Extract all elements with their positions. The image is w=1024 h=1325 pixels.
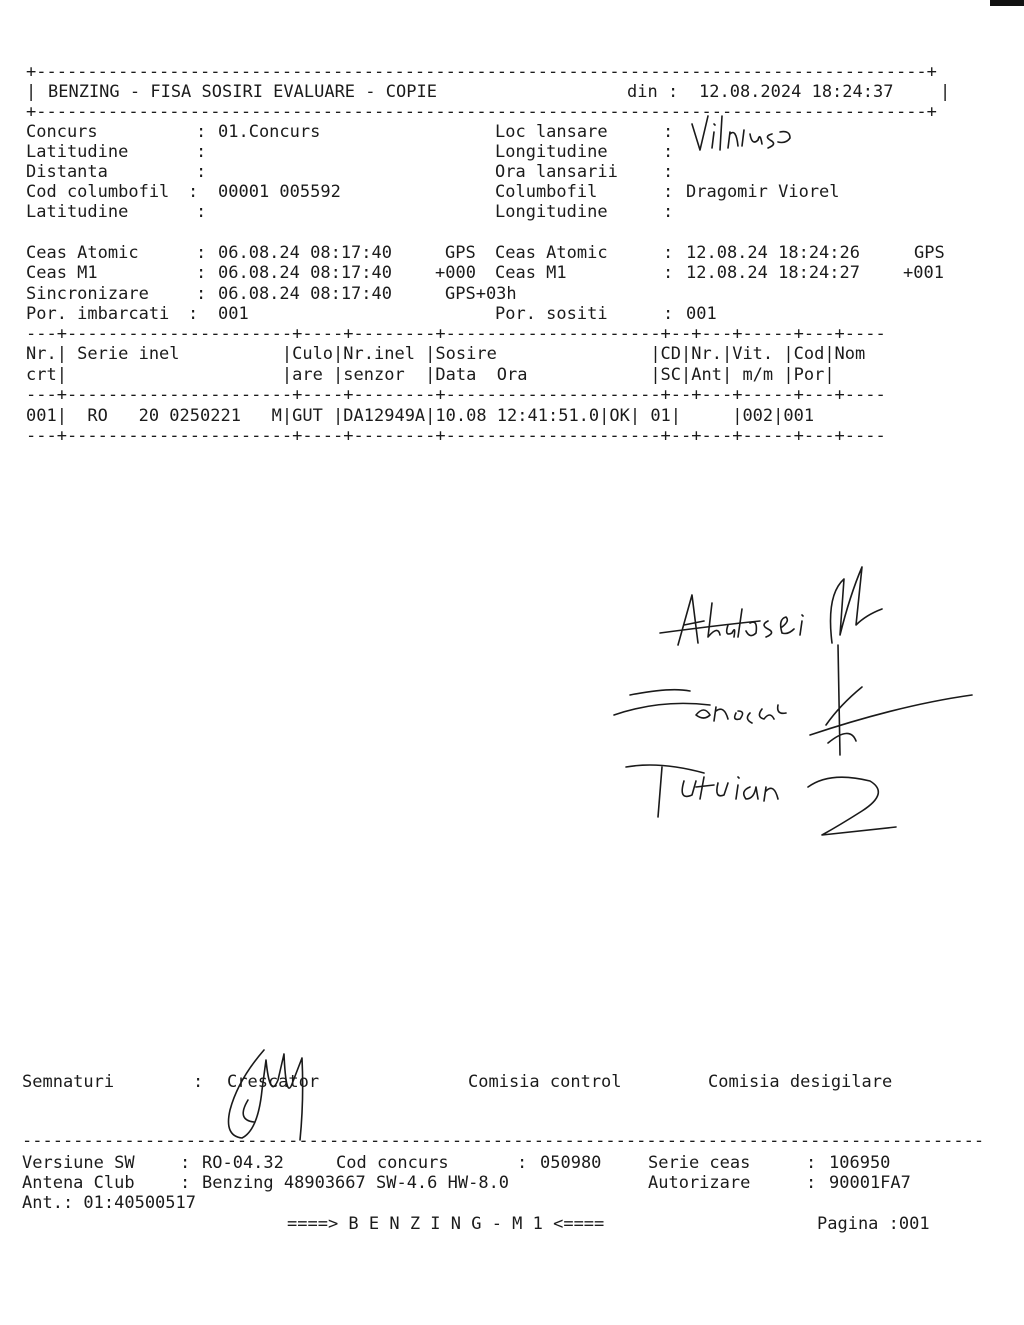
label-ceas-m1: Ceas M1 <box>26 263 98 283</box>
label-latitudine: Latitudine <box>26 142 129 162</box>
colon: : <box>663 142 674 162</box>
label-concurs: Concurs <box>26 122 98 142</box>
suffix-ceas-atomic-right: GPS <box>914 243 945 263</box>
label-versiune-sw: Versiune SW <box>22 1153 135 1173</box>
label-antena-club: Antena Club <box>22 1173 135 1193</box>
commission-signatures <box>600 555 980 845</box>
label-loc-lansare: Loc lansare <box>495 122 608 142</box>
document-title: BENZING - FISA SOSIRI EVALUARE - COPIE <box>48 82 437 102</box>
header-bar-right: | <box>940 82 951 102</box>
colon: : <box>663 162 674 182</box>
colon: : <box>663 243 674 263</box>
label-cod-columbofil: Cod columbofil <box>26 182 170 202</box>
table-rule: ---+----------------------+----+--------+---------------------+--+---+-----+---+---- <box>26 324 886 344</box>
table-header-line-2: crt| |are |senzor |Data Ora |SC|Ant| m/m |Por| <box>26 365 835 385</box>
page-number: Pagina :001 <box>817 1214 930 1234</box>
header-border-bottom: +---------------------------------------------------------------------------------------+ <box>26 102 937 122</box>
label-ceas-atomic: Ceas Atomic <box>26 243 139 263</box>
colon: : <box>196 122 207 142</box>
colon: : <box>180 1153 191 1173</box>
value-versiune-sw: RO-04.32 <box>202 1153 284 1173</box>
colon: : <box>188 304 199 324</box>
label-ceas-m1-right: Ceas M1 <box>495 263 567 283</box>
label-comisia-desigilare: Comisia desigilare <box>708 1072 893 1092</box>
colon: : <box>196 202 207 222</box>
label-distanta: Distanta <box>26 162 108 182</box>
brand-line: ====> B E N Z I N G - M 1 <==== <box>287 1214 605 1234</box>
label-autorizare: Autorizare <box>648 1173 751 1193</box>
label-por-imbarcati: Por. imbarcati <box>26 304 170 324</box>
colon: : <box>196 243 207 263</box>
value-ceas-m1: 06.08.24 08:17:40 <box>218 263 392 283</box>
colon: : <box>806 1173 817 1193</box>
label-semnaturi: Semnaturi <box>22 1072 115 1092</box>
value-por-sositi: 001 <box>686 304 717 324</box>
colon: : <box>196 142 207 162</box>
value-serie-ceas: 106950 <box>829 1153 891 1173</box>
label-cod-concurs: Cod concurs <box>336 1153 449 1173</box>
label-longitudine-2: Longitudine <box>495 202 608 222</box>
colon: : <box>196 162 207 182</box>
value-columbofil: Dragomir Viorel <box>686 182 840 202</box>
scan-edge-mark <box>990 0 1024 6</box>
label-longitudine: Longitudine <box>495 142 608 162</box>
label-columbofil: Columbofil <box>495 182 598 202</box>
colon: : <box>663 202 674 222</box>
colon: : <box>193 1072 204 1092</box>
colon: : <box>196 263 207 283</box>
table-rule: ---+----------------------+----+--------+---------------------+--+---+-----+---+---- <box>26 385 886 405</box>
suffix-sincronizare: GPS+03h <box>445 284 517 304</box>
label-sincronizare: Sincronizare <box>26 284 149 304</box>
colon: : <box>663 122 674 142</box>
colon: : <box>663 304 674 324</box>
value-antena-club: Benzing 48903667 SW-4.6 HW-8.0 <box>202 1173 510 1193</box>
colon: : <box>663 263 674 283</box>
label-crescator: Crescator <box>227 1072 320 1092</box>
table-row: 001| RO 20 0250221 M|GUT |DA12949A|10.08 12:41:51.0|OK| 01| |002|001 <box>26 406 815 426</box>
colon: : <box>196 284 207 304</box>
value-autorizare: 90001FA7 <box>829 1173 911 1193</box>
date-label: din : <box>627 82 679 102</box>
label-serie-ceas: Serie ceas <box>648 1153 751 1173</box>
value-cod-concurs: 050980 <box>540 1153 602 1173</box>
suffix-ceas-atomic: GPS <box>445 243 476 263</box>
suffix-ceas-m1: +000 <box>435 263 476 283</box>
value-cod-columbofil: 00001 005592 <box>218 182 341 202</box>
colon: : <box>663 182 674 202</box>
colon: : <box>180 1173 191 1193</box>
header-border-top: +---------------------------------------------------------------------------------------+ <box>26 62 937 82</box>
value-ceas-m1-right: 12.08.24 18:24:27 <box>686 263 860 283</box>
suffix-ceas-m1-right: +001 <box>903 263 944 283</box>
value-concurs: 01.Concurs <box>218 122 321 142</box>
table-header-line-1: Nr.| Serie inel |Culo|Nr.inel |Sosire |CD|Nr.|Vit. |Cod|Nom <box>26 344 866 364</box>
header-bar-left: | <box>26 82 37 102</box>
label-comisia-control: Comisia control <box>468 1072 622 1092</box>
label-latitudine-2: Latitudine <box>26 202 129 222</box>
value-ceas-atomic-right: 12.08.24 18:24:26 <box>686 243 860 263</box>
table-rule: ---+----------------------+----+--------+---------------------+--+---+-----+---+---- <box>26 426 886 446</box>
value-ceas-atomic: 06.08.24 08:17:40 <box>218 243 392 263</box>
colon: : <box>517 1153 528 1173</box>
value-sincronizare: 06.08.24 08:17:40 <box>218 284 392 304</box>
colon: : <box>806 1153 817 1173</box>
ant-line: Ant.: 01:40500517 <box>22 1193 196 1213</box>
label-ceas-atomic-right: Ceas Atomic <box>495 243 608 263</box>
value-por-imbarcati: 001 <box>218 304 249 324</box>
footer-rule: ---------------------------------------------------------------------------------------------- <box>22 1131 985 1151</box>
label-ora-lansarii: Ora lansarii <box>495 162 618 182</box>
handwritten-loc-lansare <box>686 110 806 160</box>
label-por-sositi: Por. sositi <box>495 304 608 324</box>
colon: : <box>188 182 199 202</box>
date-value: 12.08.2024 18:24:37 <box>699 82 894 102</box>
